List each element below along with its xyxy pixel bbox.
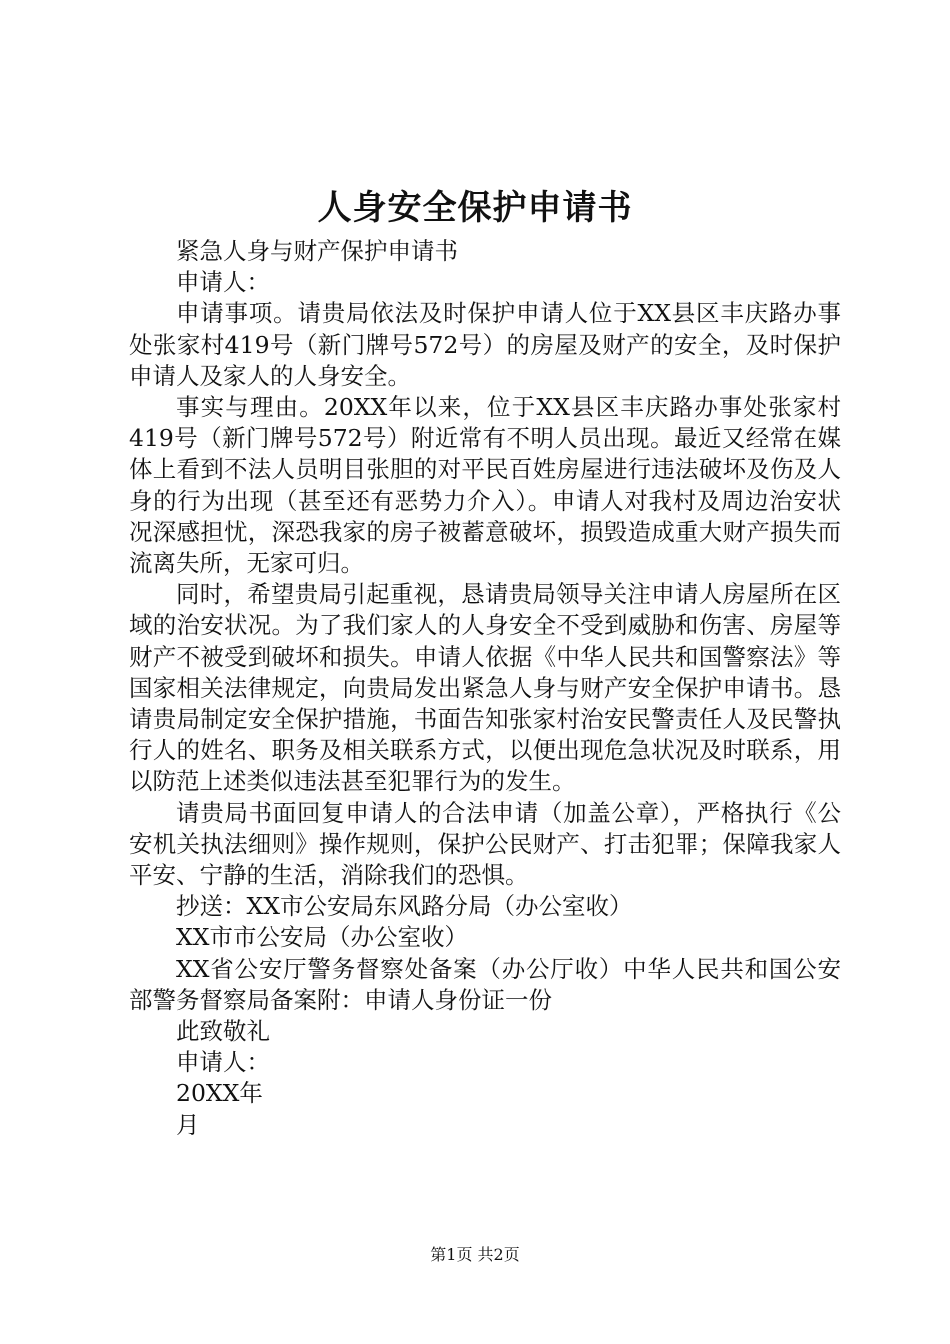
signature-year: 20XX年 xyxy=(176,1079,263,1108)
appeal-paragraph: 同时，希望贵局引起重视，恳请贵局领导关注申请人房屋所在区域的治安状况。为了我们家人的人身安全不受到威胁和伤害、房屋等财产不被受到破坏和损失。申请人依据《中华人民共和国警察法》等国家相关法律规定，向贵局发出紧急人身与财产安全保护申请书。恳请贵局制定安全保护措施，书面告知张家村治安民警责任人及民警执行人的姓名、职务及相关联系方式，以便出现危急状况及时联系，用以防范上述类似违法甚至犯罪行为的发生。 xyxy=(129,580,841,796)
cc-line-3: XX省公安厅警务督察处备案（办公厅收）中华人民共和国公安部警务督察局备案附：申请人身份证一份 xyxy=(129,954,841,1014)
applicant-label: 申请人： xyxy=(176,268,270,297)
signature-month: 月 xyxy=(176,1110,200,1139)
page-number-footer: 第1页 共2页 xyxy=(430,1245,520,1264)
signature-applicant: 申请人： xyxy=(176,1048,270,1077)
document-body xyxy=(129,236,841,1141)
reply-request-paragraph: 请贵局书面回复申请人的合法申请（加盖公章），严格执行《公安机关执法细则》操作规则，保护公民财产、打击犯罪；保障我家人平安、宁静的生活，消除我们的恐惧。 xyxy=(129,798,841,890)
subtitle-paragraph: 紧急人身与财产保护申请书 xyxy=(176,237,458,265)
cc-line-2: XX市市公安局（办公室收） xyxy=(176,923,468,952)
facts-paragraph: 事实与理由。20XX年以来，位于XX县区丰庆路办事处张家村419号（新门牌号572号）附近常有不明人员出现。最近又经常在媒体上看到不法人员明目张胆的对平民百姓房屋进行违法破坏及伤及人身的行为出现（甚至还有恶势力介入）。申请人对我村及周边治安状况深感担忧，深恐我家的房子被蓄意破坏，损毁造成重大财产损失而流离失所，无家可归。 xyxy=(129,393,841,578)
closing-salutation: 此致敬礼 xyxy=(176,1017,270,1046)
cc-line-1: 抄送：XX市公安局东风路分局（办公室收） xyxy=(176,892,633,921)
request-paragraph: 申请事项。请贵局依法及时保护申请人位于XX县区丰庆路办事处张家村419号（新门牌号572号）的房屋及财产的安全，及时保护申请人及家人的人身安全。 xyxy=(129,299,841,390)
document-title: 人身安全保护申请书 xyxy=(317,188,633,228)
